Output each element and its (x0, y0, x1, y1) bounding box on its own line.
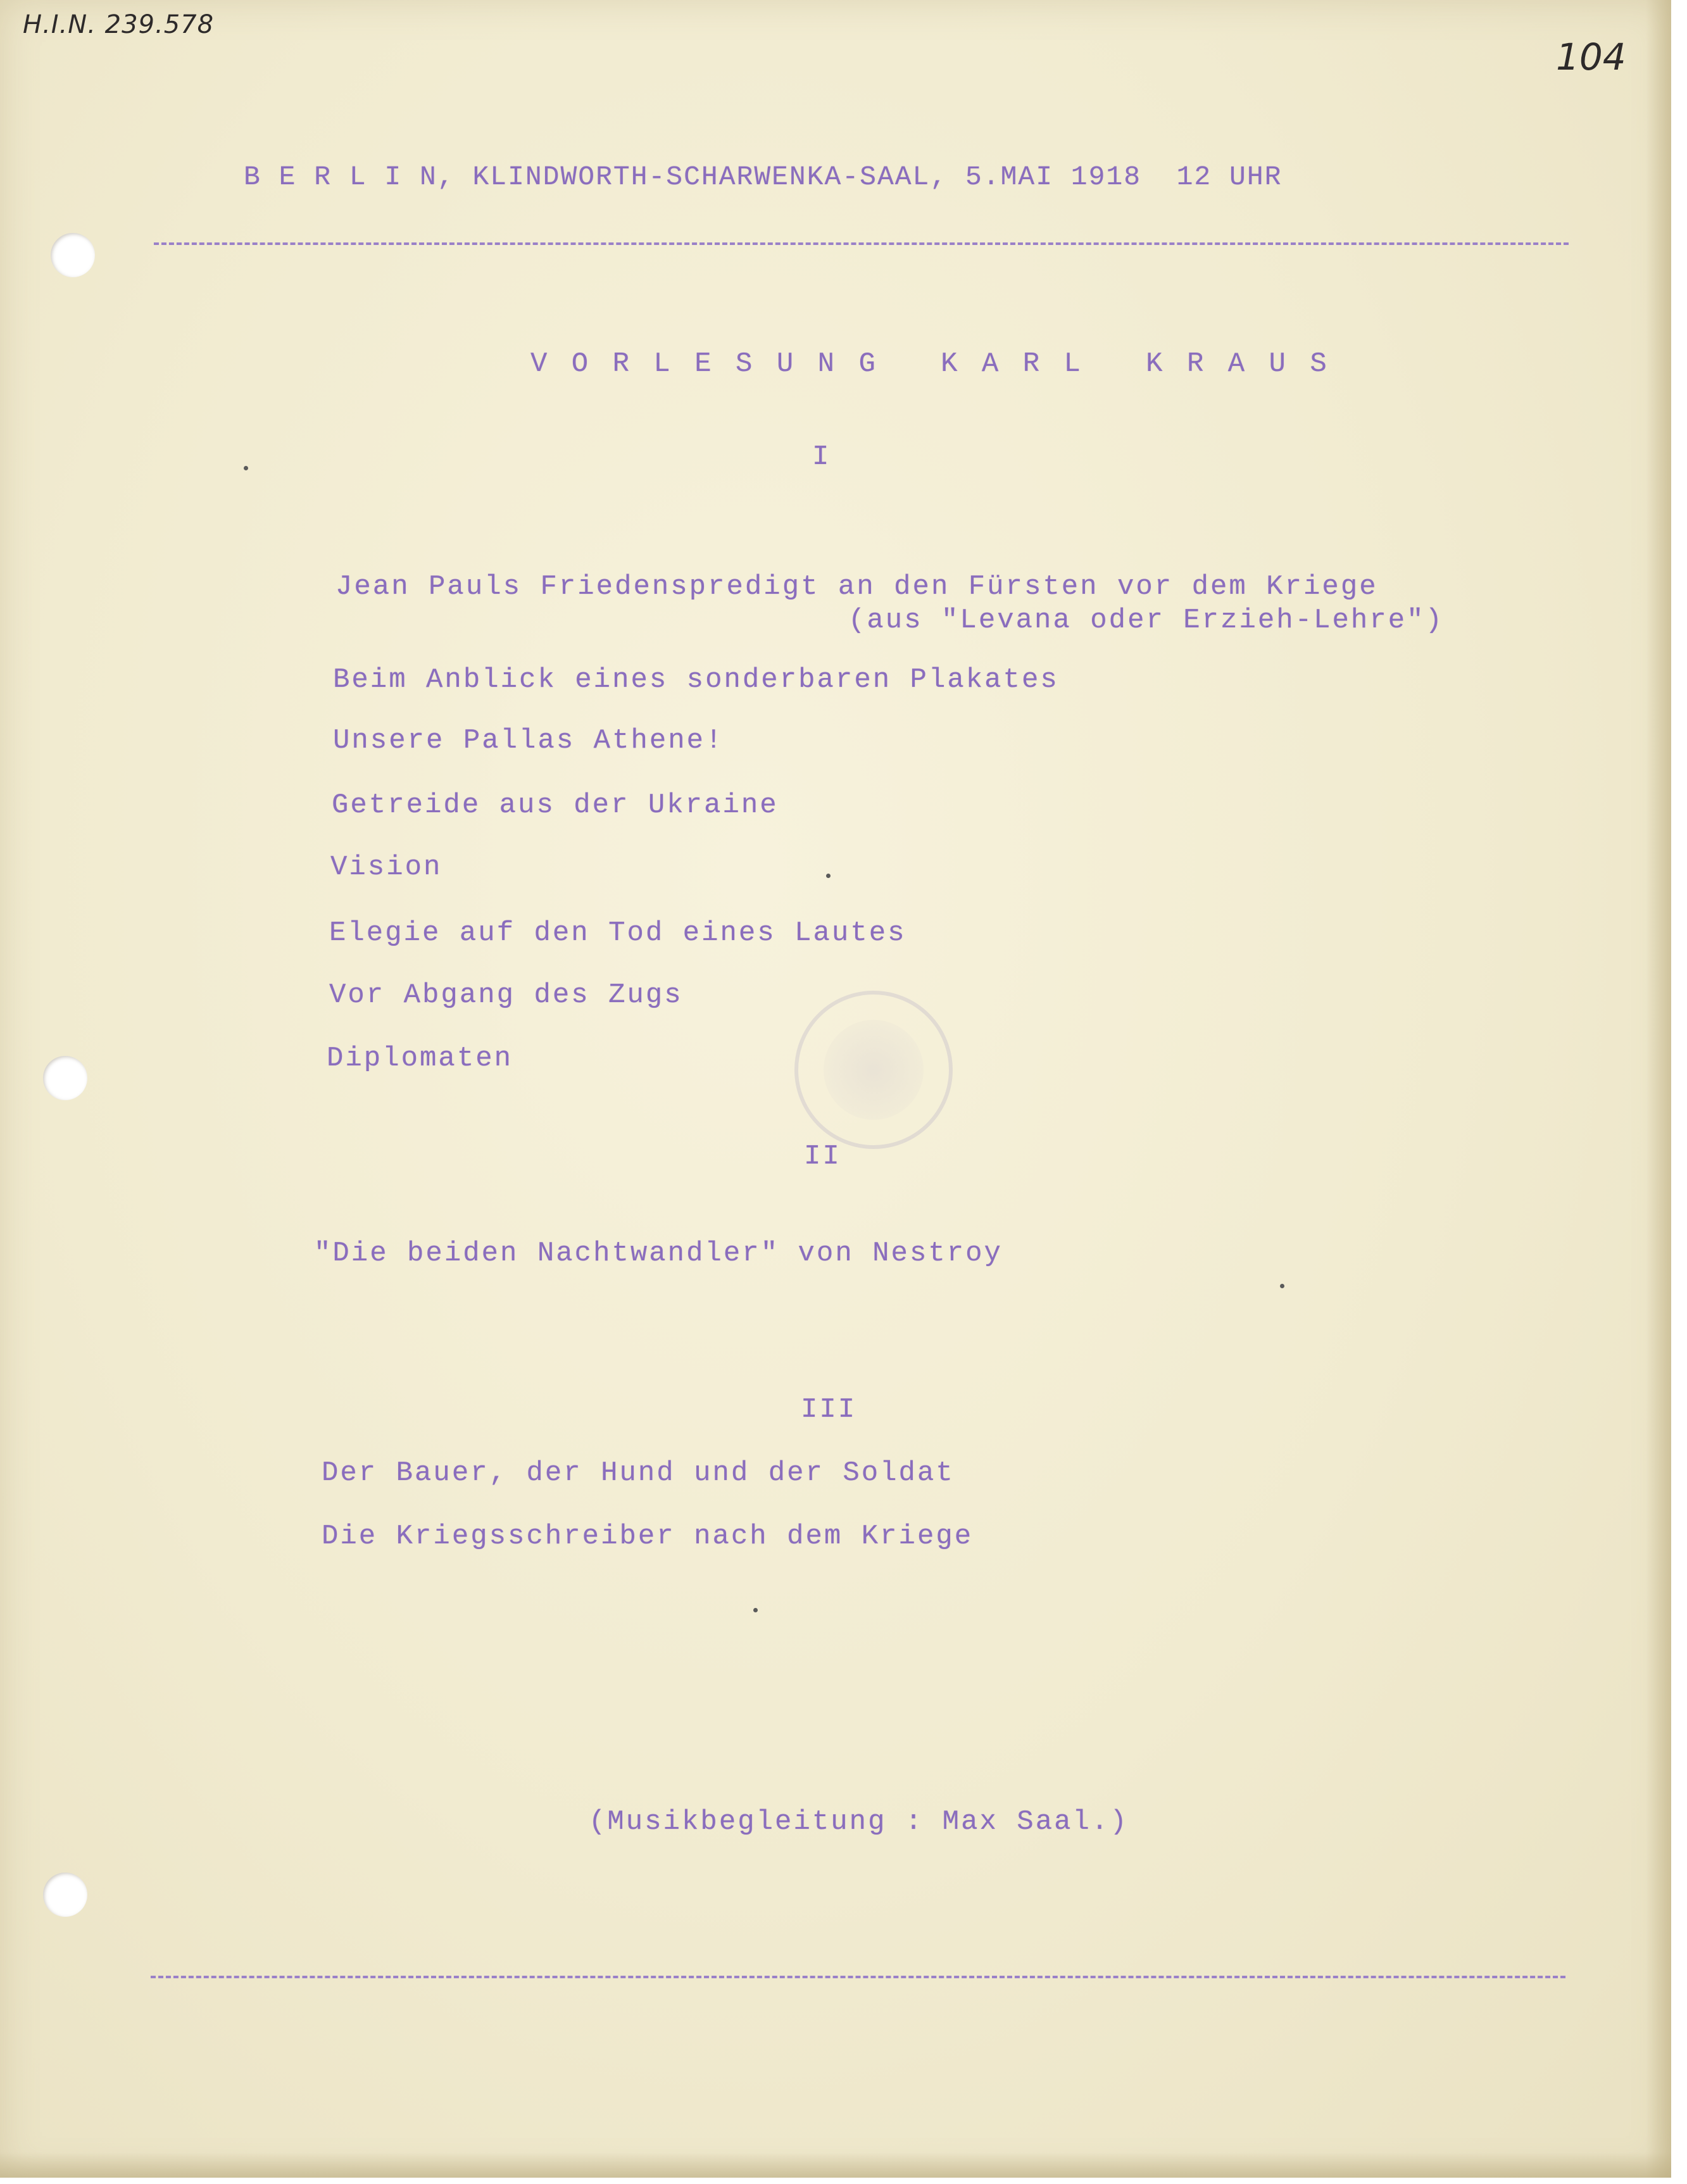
section-numeral-3: III (801, 1394, 857, 1426)
paper-speck (826, 874, 831, 878)
program-item: Getreide aus der Ukraine (332, 789, 779, 821)
program-item: Vision (330, 851, 442, 883)
paper-edge-bottom (0, 2152, 1671, 2178)
punch-hole-top (51, 233, 95, 277)
paper-speck (244, 466, 248, 470)
paper-edge-right (1646, 0, 1671, 2178)
program-item: Die Kriegsschreiber nach dem Kriege (322, 1521, 974, 1552)
footer-divider (151, 1976, 1565, 1978)
paper-speck (1280, 1284, 1284, 1288)
program-item: Der Bauer, der Hund und der Soldat (322, 1457, 955, 1489)
library-stamp (794, 991, 953, 1149)
program-item: Jean Pauls Friedenspredigt an den Fürsten vor dem Kriege (336, 571, 1378, 603)
program-item: "Die beiden Nachtwandler" von Nestroy (314, 1238, 1003, 1269)
punch-hole-middle (43, 1056, 87, 1100)
program-item-source: (aus "Levana oder Erzieh-Lehre") (848, 605, 1444, 636)
punch-hole-bottom (43, 1873, 87, 1917)
paper-speck (753, 1608, 758, 1612)
venue-line: B E R L I N, KLINDWORTH-SCHARWENKA-SAAL, 5.MAI 1918 12 UHR (244, 161, 1282, 192)
inventory-number: H.I.N. 239.578 (23, 10, 215, 39)
section-numeral-2: II (804, 1141, 841, 1172)
program-item: Vor Abgang des Zugs (329, 979, 683, 1011)
program-item: Unsere Pallas Athene! (333, 725, 724, 756)
music-accompaniment-note: (Musikbegleitung : Max Saal.) (589, 1806, 1129, 1838)
program-item: Beim Anblick eines sonderbaren Plakates (333, 664, 1059, 696)
folio-number: 104 (1556, 35, 1626, 78)
section-numeral-1: I (812, 441, 831, 473)
program-item: Elegie auf den Tod eines Lautes (329, 917, 906, 949)
header-divider (154, 242, 1569, 245)
program-item: Diplomaten (327, 1043, 513, 1074)
program-title: V O R L E S U N G K A R L K R A U S (530, 348, 1331, 380)
library-stamp-center (824, 1020, 924, 1120)
